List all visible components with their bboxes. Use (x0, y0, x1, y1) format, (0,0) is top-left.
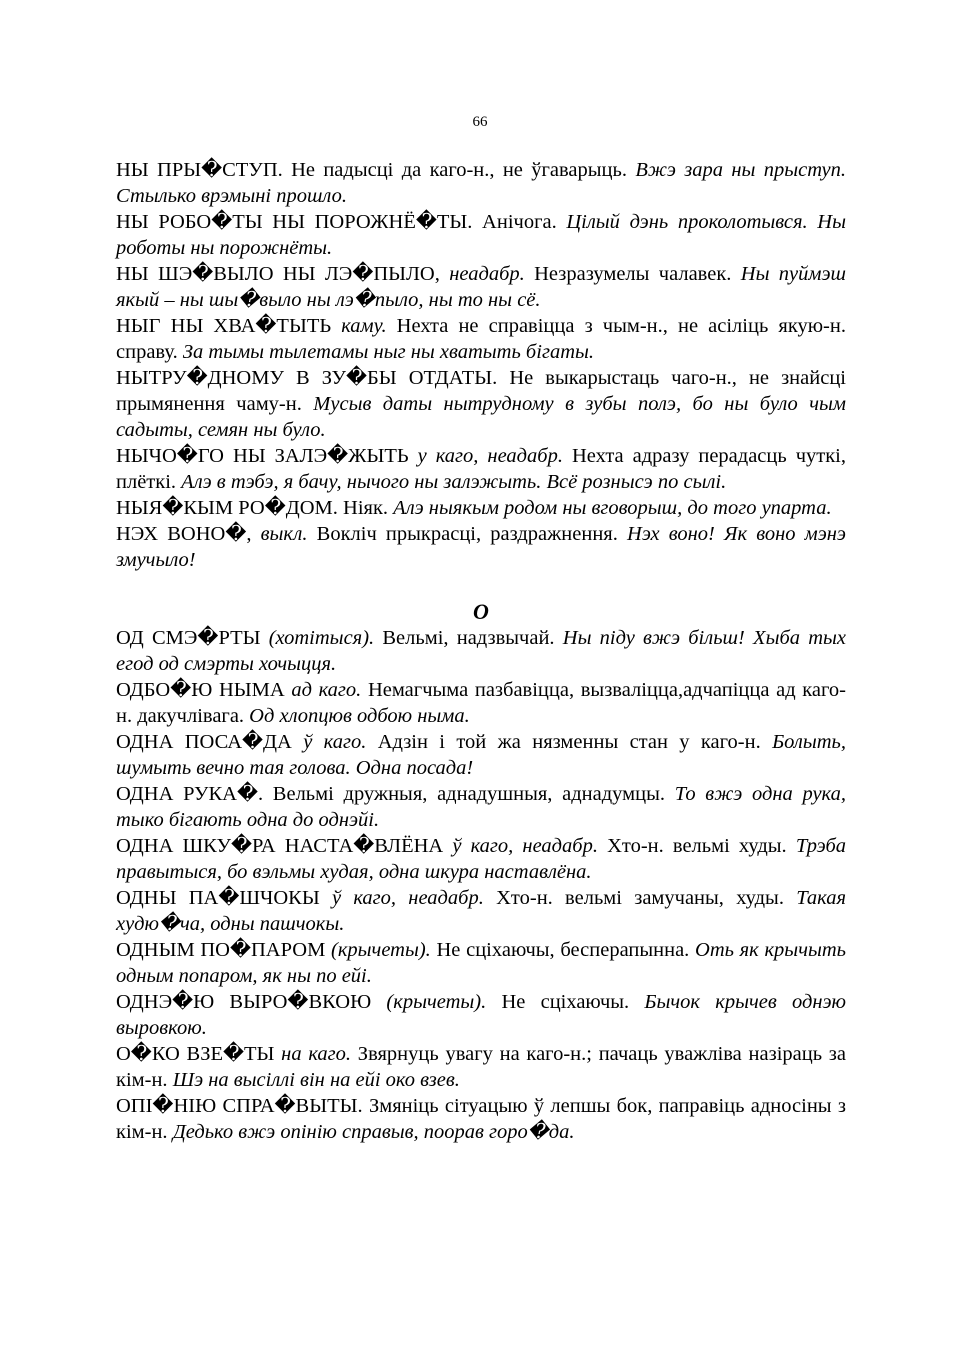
entry-definition: Не выкарыстаць чаго-н., не знайсці прымянення чаму-н. (116, 367, 846, 415)
entry-example: Од хлопцюв одбою ныма. (249, 705, 470, 727)
entry-grammar-note: ў каго, неадабр. (443, 835, 598, 857)
entry-grammar-note: (крычеты). (325, 939, 431, 961)
entry-grammar-note: ў каго. (291, 731, 367, 753)
entry-definition: Звярнуць увагу на каго-н.; пачаць уважліва назіраць за кім-н. (116, 1043, 846, 1091)
entry-grammar-note: ў каго, неадабр. (319, 887, 484, 909)
entry-headword: О�КО ВЗЕ�ТЫ (116, 1043, 275, 1065)
entry-example: Алэ ныякым родом ны вговорыш, до того упарта. (393, 497, 832, 519)
entry-headword: ОПІ�НІЮ СПРА�ВЫТЫ. (116, 1095, 363, 1117)
entries-block-o (116, 625, 846, 1145)
dictionary-entry (116, 833, 846, 885)
entry-headword: НЫ ПРЫ�СТУП. (116, 159, 283, 181)
entry-headword: ОДНЫМ ПО�ПАРОМ (116, 939, 326, 961)
entry-example: За тымы тылетамы ныг ны хватыть бігаты. (182, 341, 595, 363)
entry-definition: Ніяк. (337, 497, 394, 519)
dictionary-entry (116, 937, 846, 989)
entry-headword: НЫ ШЭ�ВЫЛО НЫ ЛЭ�ПЫЛО, (116, 263, 440, 285)
page-number: 66 (472, 114, 488, 130)
entry-headword: НЫ РОБО�ТЫ НЫ ПОРОЖНЁ�ТЫ. (116, 211, 473, 233)
entry-definition: Немагчыма пазбавіцца, вызваліцца,адчапіцца ад каго-н. дакучлівага. (116, 679, 846, 727)
entry-example: Дедько вжэ опінію справыв, поорав горо�да. (172, 1121, 575, 1143)
dictionary-entry (116, 729, 846, 781)
entry-definition: Не сціхаючы. (486, 991, 645, 1013)
dictionary-entry (116, 1093, 846, 1145)
entry-headword: ОД СМЭ�РТЫ (116, 627, 261, 649)
entry-definition: Адзін і той жа нязменны стан у каго-н. (366, 731, 773, 753)
entry-example: Вжэ зара ны прыступ. Стылько врэмыні прошло. (116, 159, 846, 207)
entry-headword: НЫТРУ�ДНОМУ В ЗУ�БЫ ОТДАТЫ. (116, 367, 498, 389)
entry-headword: ОДНЭ�Ю ВЫРО�ВКОЮ (116, 991, 372, 1013)
entry-definition: Незразумелы чалавек. (524, 263, 741, 285)
dictionary-entry (116, 989, 846, 1041)
entry-example: То вжэ одна рука, тыко бігають одна до однэйі. (116, 783, 847, 831)
entry-headword: НЫГ НЫ ХВА�ТЫТЬ (116, 315, 332, 337)
entry-headword: НЫЯ�КЫМ РО�ДОМ. (116, 497, 338, 519)
entry-definition: Хто-н. вельмі худы. (597, 835, 796, 857)
dictionary-entry (116, 365, 846, 443)
dictionary-entry (116, 781, 846, 833)
dictionary-entry (116, 261, 846, 313)
entry-example: Оть як крычыть одным попаром, як ны по ейі. (116, 939, 846, 987)
entry-grammar-note: на каго. (274, 1043, 352, 1065)
entry-definition: Воклiч прыкрасці, раздражнення. (307, 523, 628, 545)
entry-grammar-note: выкл. (251, 523, 308, 545)
entry-grammar-note: (хотітыся). (260, 627, 375, 649)
dictionary-body (116, 157, 846, 1145)
entry-grammar-note: неадабр. (439, 263, 525, 285)
dictionary-entry (116, 443, 846, 495)
entries-block-n (116, 157, 846, 573)
dictionary-entry (116, 1041, 846, 1093)
section-letter: О (473, 599, 489, 624)
entry-definition: Змяніць сітуацыю ў лепшы бок, паправіць адносіны з кім-н. (116, 1095, 846, 1143)
entry-example: Болыть, шумыть вечно тая голова. Одна посада! (116, 731, 846, 779)
entry-example: Алэ в тэбэ, я бачу, нычого ны залэжыть. Всё рознысэ по сылі. (181, 471, 727, 493)
entry-example: Цілый дэнь проколотывся. Ны роботы ны порожнёты. (116, 211, 846, 259)
dictionary-entry (116, 885, 846, 937)
entry-definition: Анічога. (472, 211, 567, 233)
entry-grammar-note: (крычеты). (371, 991, 487, 1013)
entry-example: Бычок крычев однэю выровкою. (116, 991, 846, 1039)
entry-grammar-note: каму. (331, 315, 387, 337)
dictionary-entry (116, 157, 846, 209)
dictionary-entry (116, 209, 846, 261)
entry-definition: Хто-н. вельмі замучаны, худы. (483, 887, 797, 909)
entry-headword: ОДНА ШКУ�РА НАСТА�ВЛЁНА (116, 835, 444, 857)
entry-grammar-note: ад каго. (284, 679, 362, 701)
entry-definition: Вельмі дружныя, аднадушныя, аднадумцы. (263, 783, 675, 805)
entry-example: Шэ на высіллі він на ейі око взев. (172, 1069, 460, 1091)
entry-definition: Не сціхаючы, бесперапынна. (430, 939, 696, 961)
entry-headword: ОДБО�Ю НЫМА (116, 679, 285, 701)
entry-definition: Вельмі, надзвычай. (374, 627, 563, 649)
dictionary-entry (116, 677, 846, 729)
entry-example: Такая худю�ча, одны пашчокы. (116, 887, 846, 935)
entry-headword: ОДНА ПОСА�ДА (116, 731, 292, 753)
entry-example: Ны пуймэш якый – ны шы�выло ны лэ�пыло, ны то ны сё. (116, 263, 847, 311)
entry-headword: ОДНЫ ПА�ШЧОКЫ (116, 887, 320, 909)
entry-example: Нэх воно! Як воно мэнэ змучыло! (116, 523, 846, 571)
entry-example: Мусыв даты нытрудному в зубы полэ, бо ны було чым садыты, семян ны було. (116, 393, 847, 441)
entry-headword: НЭХ ВОНО�, (116, 523, 252, 545)
entry-grammar-note: у каго, неадабр. (408, 445, 563, 467)
entry-headword: ОДНА РУКА�. (116, 783, 264, 805)
entry-example: Трэба правытыся, бо вэльмы худая, одна шкура наставлёна. (116, 835, 847, 883)
entry-headword: НЫЧО�ГО НЫ ЗАЛЭ�ЖЫТЬ (116, 445, 409, 467)
entry-definition: Нехта адразу перадасць чуткі, плёткі. (116, 445, 846, 493)
dictionary-entry (116, 625, 846, 677)
entry-definition: Нехта не справіцца з чым-н., не асіліць якую-н. справу. (116, 315, 846, 363)
entry-definition: Не падысці да каго-н., не ўгаварыць. (282, 159, 636, 181)
dictionary-entry (116, 521, 846, 573)
dictionary-entry (116, 495, 846, 521)
entry-example: Ны піду вжэ більш! Хыба тых егод од смэрты хочыцця. (116, 627, 847, 675)
dictionary-entry (116, 313, 846, 365)
